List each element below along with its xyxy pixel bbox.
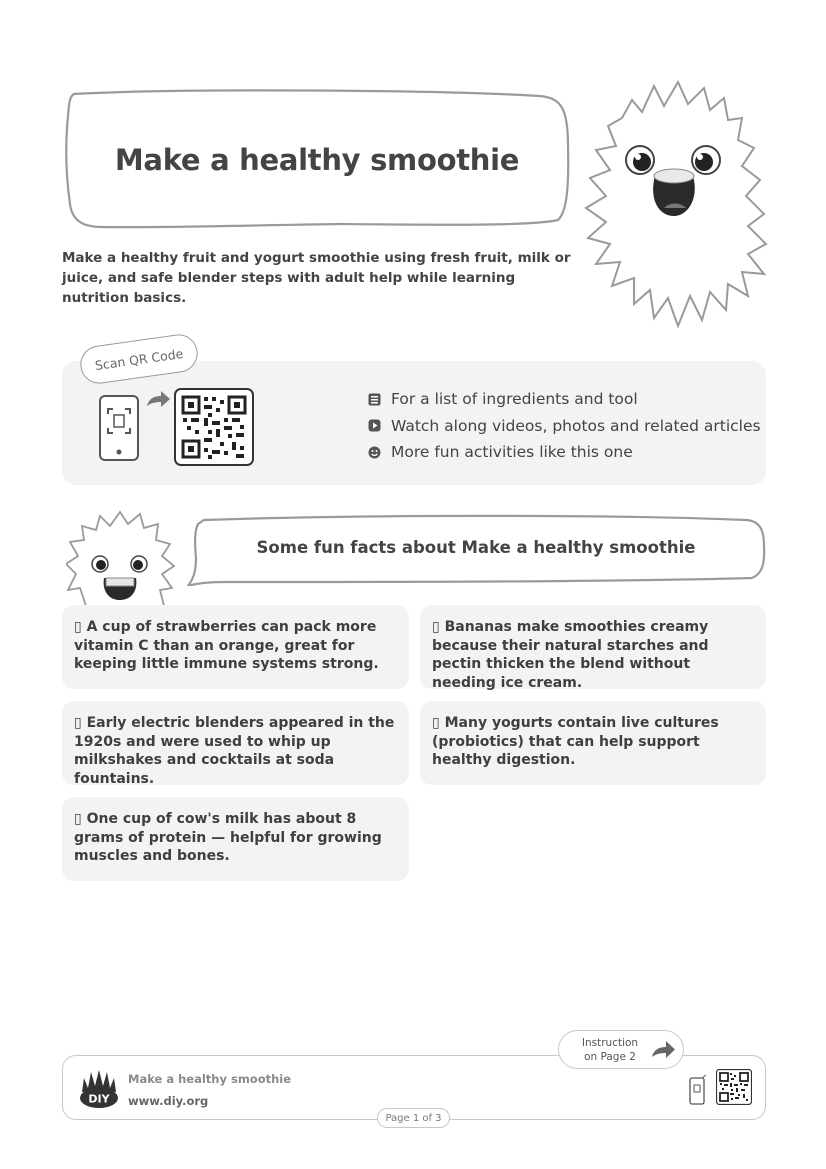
fact-text: One cup of cow's milk has about 8 grams of protein — helpful for growing muscles and bones. [74, 811, 382, 864]
list-item [368, 413, 761, 440]
fact-card [420, 605, 766, 689]
fact-bullet: ▯ [74, 715, 82, 731]
list-item-label: More fun activities like this one [391, 443, 633, 462]
page-number-badge: Page 1 of 3 [377, 1108, 450, 1128]
footer-url[interactable]: www.diy.org [128, 1094, 209, 1108]
fact-card [420, 701, 766, 785]
fact-text: Many yogurts contain live cultures (probiotics) that can help support healthy digestion. [432, 715, 719, 768]
logo-text: DIY [88, 1092, 110, 1106]
arrow-icon [145, 390, 171, 410]
scan-qr-code-label: Scan QR Code [78, 332, 200, 386]
fact-text: Bananas make smoothies creamy because their natural starches and pectin thicken the blend without needing ice cream. [432, 619, 709, 691]
phone-scan-icon [688, 1074, 708, 1106]
smiley-icon [368, 446, 381, 459]
play-icon [368, 419, 381, 432]
instruction-page-label[interactable] [566, 1036, 654, 1064]
fact-bullet: ▯ [432, 619, 440, 635]
fact-card [62, 797, 409, 881]
qr-benefits-list [368, 386, 761, 466]
fact-text: A cup of strawberries can pack more vitamin C than an orange, great for keeping little immune systems strong. [74, 619, 379, 672]
page-title: Make a healthy smoothie [114, 143, 520, 177]
list-item-label: Watch along videos, photos and related articles [391, 416, 761, 435]
fact-text: Early electric blenders appeared in the 1920s and were used to whip up milkshakes and cocktails at soda fountains. [74, 715, 395, 787]
fact-card [62, 605, 409, 689]
qr-code[interactable] [174, 388, 254, 466]
furry-mascot-small-illustration [66, 510, 176, 606]
intro-paragraph: Make a healthy fruit and yogurt smoothie using fresh fruit, milk or juice, and safe blender steps with adult help while learning nutrition basics. [62, 250, 571, 306]
phone-scan-icon [96, 394, 144, 462]
diy-logo [78, 1068, 120, 1110]
furry-mascot-illustration [582, 78, 772, 328]
qr-code[interactable] [716, 1069, 752, 1105]
fact-bullet: ▯ [74, 811, 82, 827]
facts-title: Some fun facts about Make a healthy smoothie [256, 538, 696, 557]
list-item [368, 386, 761, 413]
fact-card [62, 701, 409, 785]
list-item-label: For a list of ingredients and tool [391, 390, 638, 409]
instruction-line-1: Instruction [581, 1037, 639, 1049]
list-icon [368, 393, 381, 406]
instruction-line-2: on Page 2 [584, 1051, 636, 1063]
footer-activity-name: Make a healthy smoothie [128, 1072, 292, 1086]
arrow-icon [650, 1040, 676, 1060]
fact-bullet: ▯ [74, 619, 82, 635]
fact-bullet: ▯ [432, 715, 440, 731]
list-item [368, 439, 761, 466]
